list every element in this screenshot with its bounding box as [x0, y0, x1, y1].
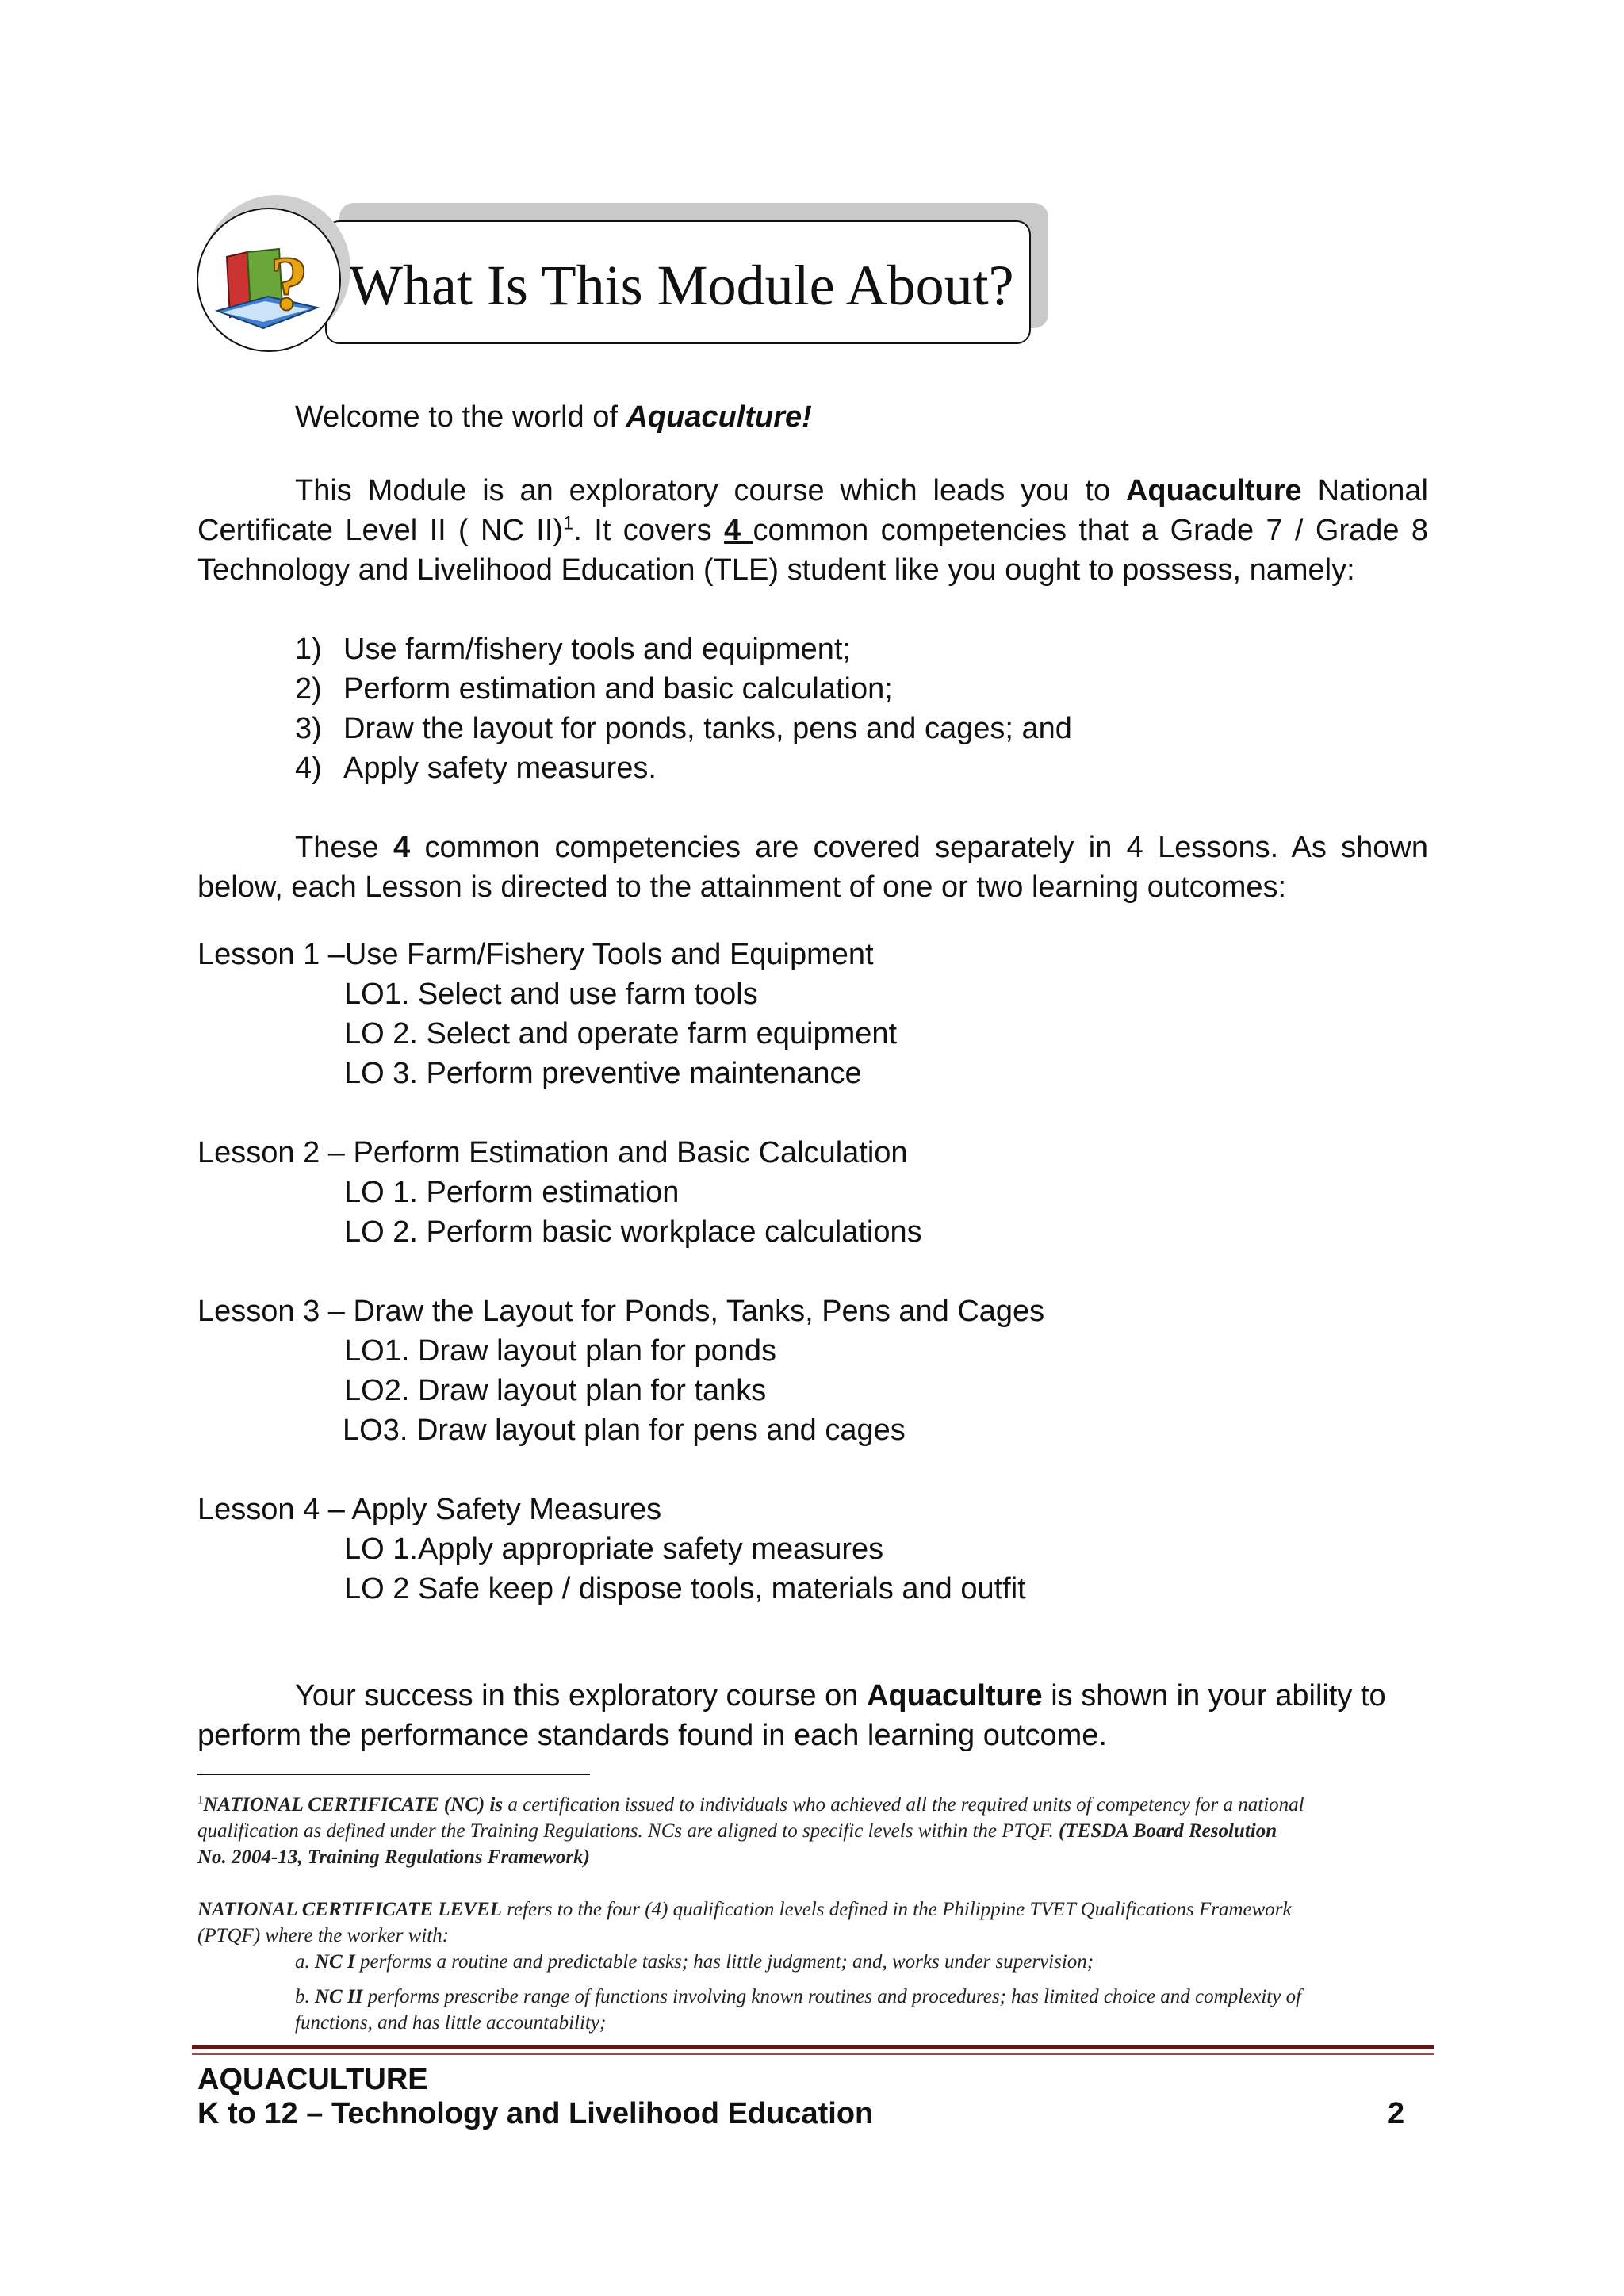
page-number: 2 — [1388, 2097, 1405, 2130]
welcome-line: Welcome to the world of Aquaculture! — [295, 400, 812, 434]
footnote-nc2-item-cont: functions, and has little accountability; — [295, 2012, 607, 2034]
footnote-nc1-item: a. NC I performs a routine and predictable tasks; has little judgment; and, works under supervision; — [295, 1951, 1094, 1973]
lesson-3-outcome: LO2. Draw layout plan for tanks — [344, 1374, 767, 1407]
lesson-4-outcome: LO 1.Apply appropriate safety measures — [344, 1533, 884, 1566]
lesson-3-outcome: LO3. Draw layout plan for pens and cages — [343, 1414, 906, 1447]
svg-text:?: ? — [270, 241, 308, 327]
footer-rule-thin — [192, 2053, 1434, 2055]
intro-paragraph-line-3: Technology and Livelihood Education (TLE) student like you ought to possess, namely: — [197, 553, 1355, 587]
footer-subject: AQUACULTURE — [197, 2063, 428, 2096]
intro-paragraph-line-1: This Module is an exploratory course which leads you to Aquaculture National — [295, 474, 1428, 507]
lesson-1-outcome: LO 3. Perform preventive maintenance — [344, 1057, 862, 1090]
lesson-1-title: Lesson 1 –Use Farm/Fishery Tools and Equipment — [197, 938, 874, 971]
lesson-4-title: Lesson 4 – Apply Safety Measures — [197, 1493, 662, 1526]
intro-paragraph-line-2: Certificate Level II ( NC II)$^1$. It covers 4 common competencies that a Grade 7 / Grade 8 — [197, 512, 1428, 547]
book-question-icon — [213, 228, 324, 339]
lesson-2-outcome: LO 1. Perform estimation — [344, 1176, 680, 1209]
footnote-level-line-1: NATIONAL CERTIFICATE LEVEL refers to the four (4) qualification levels defined in the Philippine TVET Qualifications Framework — [197, 1899, 1292, 1920]
lesson-1-outcome: LO 2. Select and operate farm equipment — [344, 1017, 898, 1050]
footnote-nc-line-1: $^1$NATIONAL CERTIFICATE (NC) is a certification issued to individuals who achieved all the required units of competency for a national — [197, 1793, 1304, 1816]
footnote-nc2-item: b. NC II performs prescribe range of functions involving known routines and procedures; has limited choice and complexity of — [295, 1986, 1302, 2007]
footer-rule — [192, 2045, 1434, 2049]
footnote-nc-line-2: qualification as defined under the Training Regulations. NCs are aligned to specific levels within the PTQF. (TESDA Board Resolution — [197, 1820, 1277, 1842]
footer-program: K to 12 – Technology and Livelihood Education — [197, 2097, 874, 2130]
page-title: What Is This Module About? — [349, 254, 1014, 317]
footnote-nc-line-3: No. 2004-13, Training Regulations Framework) — [197, 1846, 590, 1868]
closing-line-1: Your success in this exploratory course on Aquaculture is shown in your ability to — [295, 1679, 1386, 1712]
closing-line-2: perform the performance standards found in each learning outcome. — [197, 1719, 1107, 1752]
lesson-3-title: Lesson 3 – Draw the Layout for Ponds, Tanks, Pens and Cages — [197, 1295, 1045, 1328]
lesson-4-outcome: LO 2 Safe keep / dispose tools, materials and outfit — [344, 1572, 1026, 1605]
footnote-separator — [197, 1774, 590, 1775]
lesson-1-outcome: LO1. Select and use farm tools — [344, 978, 758, 1011]
lesson-2-title: Lesson 2 – Perform Estimation and Basic Calculation — [197, 1136, 908, 1169]
summary-line-2: below, each Lesson is directed to the attainment of one or two learning outcomes: — [197, 871, 1287, 904]
lesson-3-outcome: LO1. Draw layout plan for ponds — [344, 1334, 776, 1368]
lesson-2-outcome: LO 2. Perform basic workplace calculations — [344, 1215, 922, 1249]
footnote-level-line-2: (PTQF) where the worker with: — [197, 1925, 450, 1946]
summary-line-1: These 4 common competencies are covered separately in 4 Lessons. As shown — [295, 831, 1429, 864]
